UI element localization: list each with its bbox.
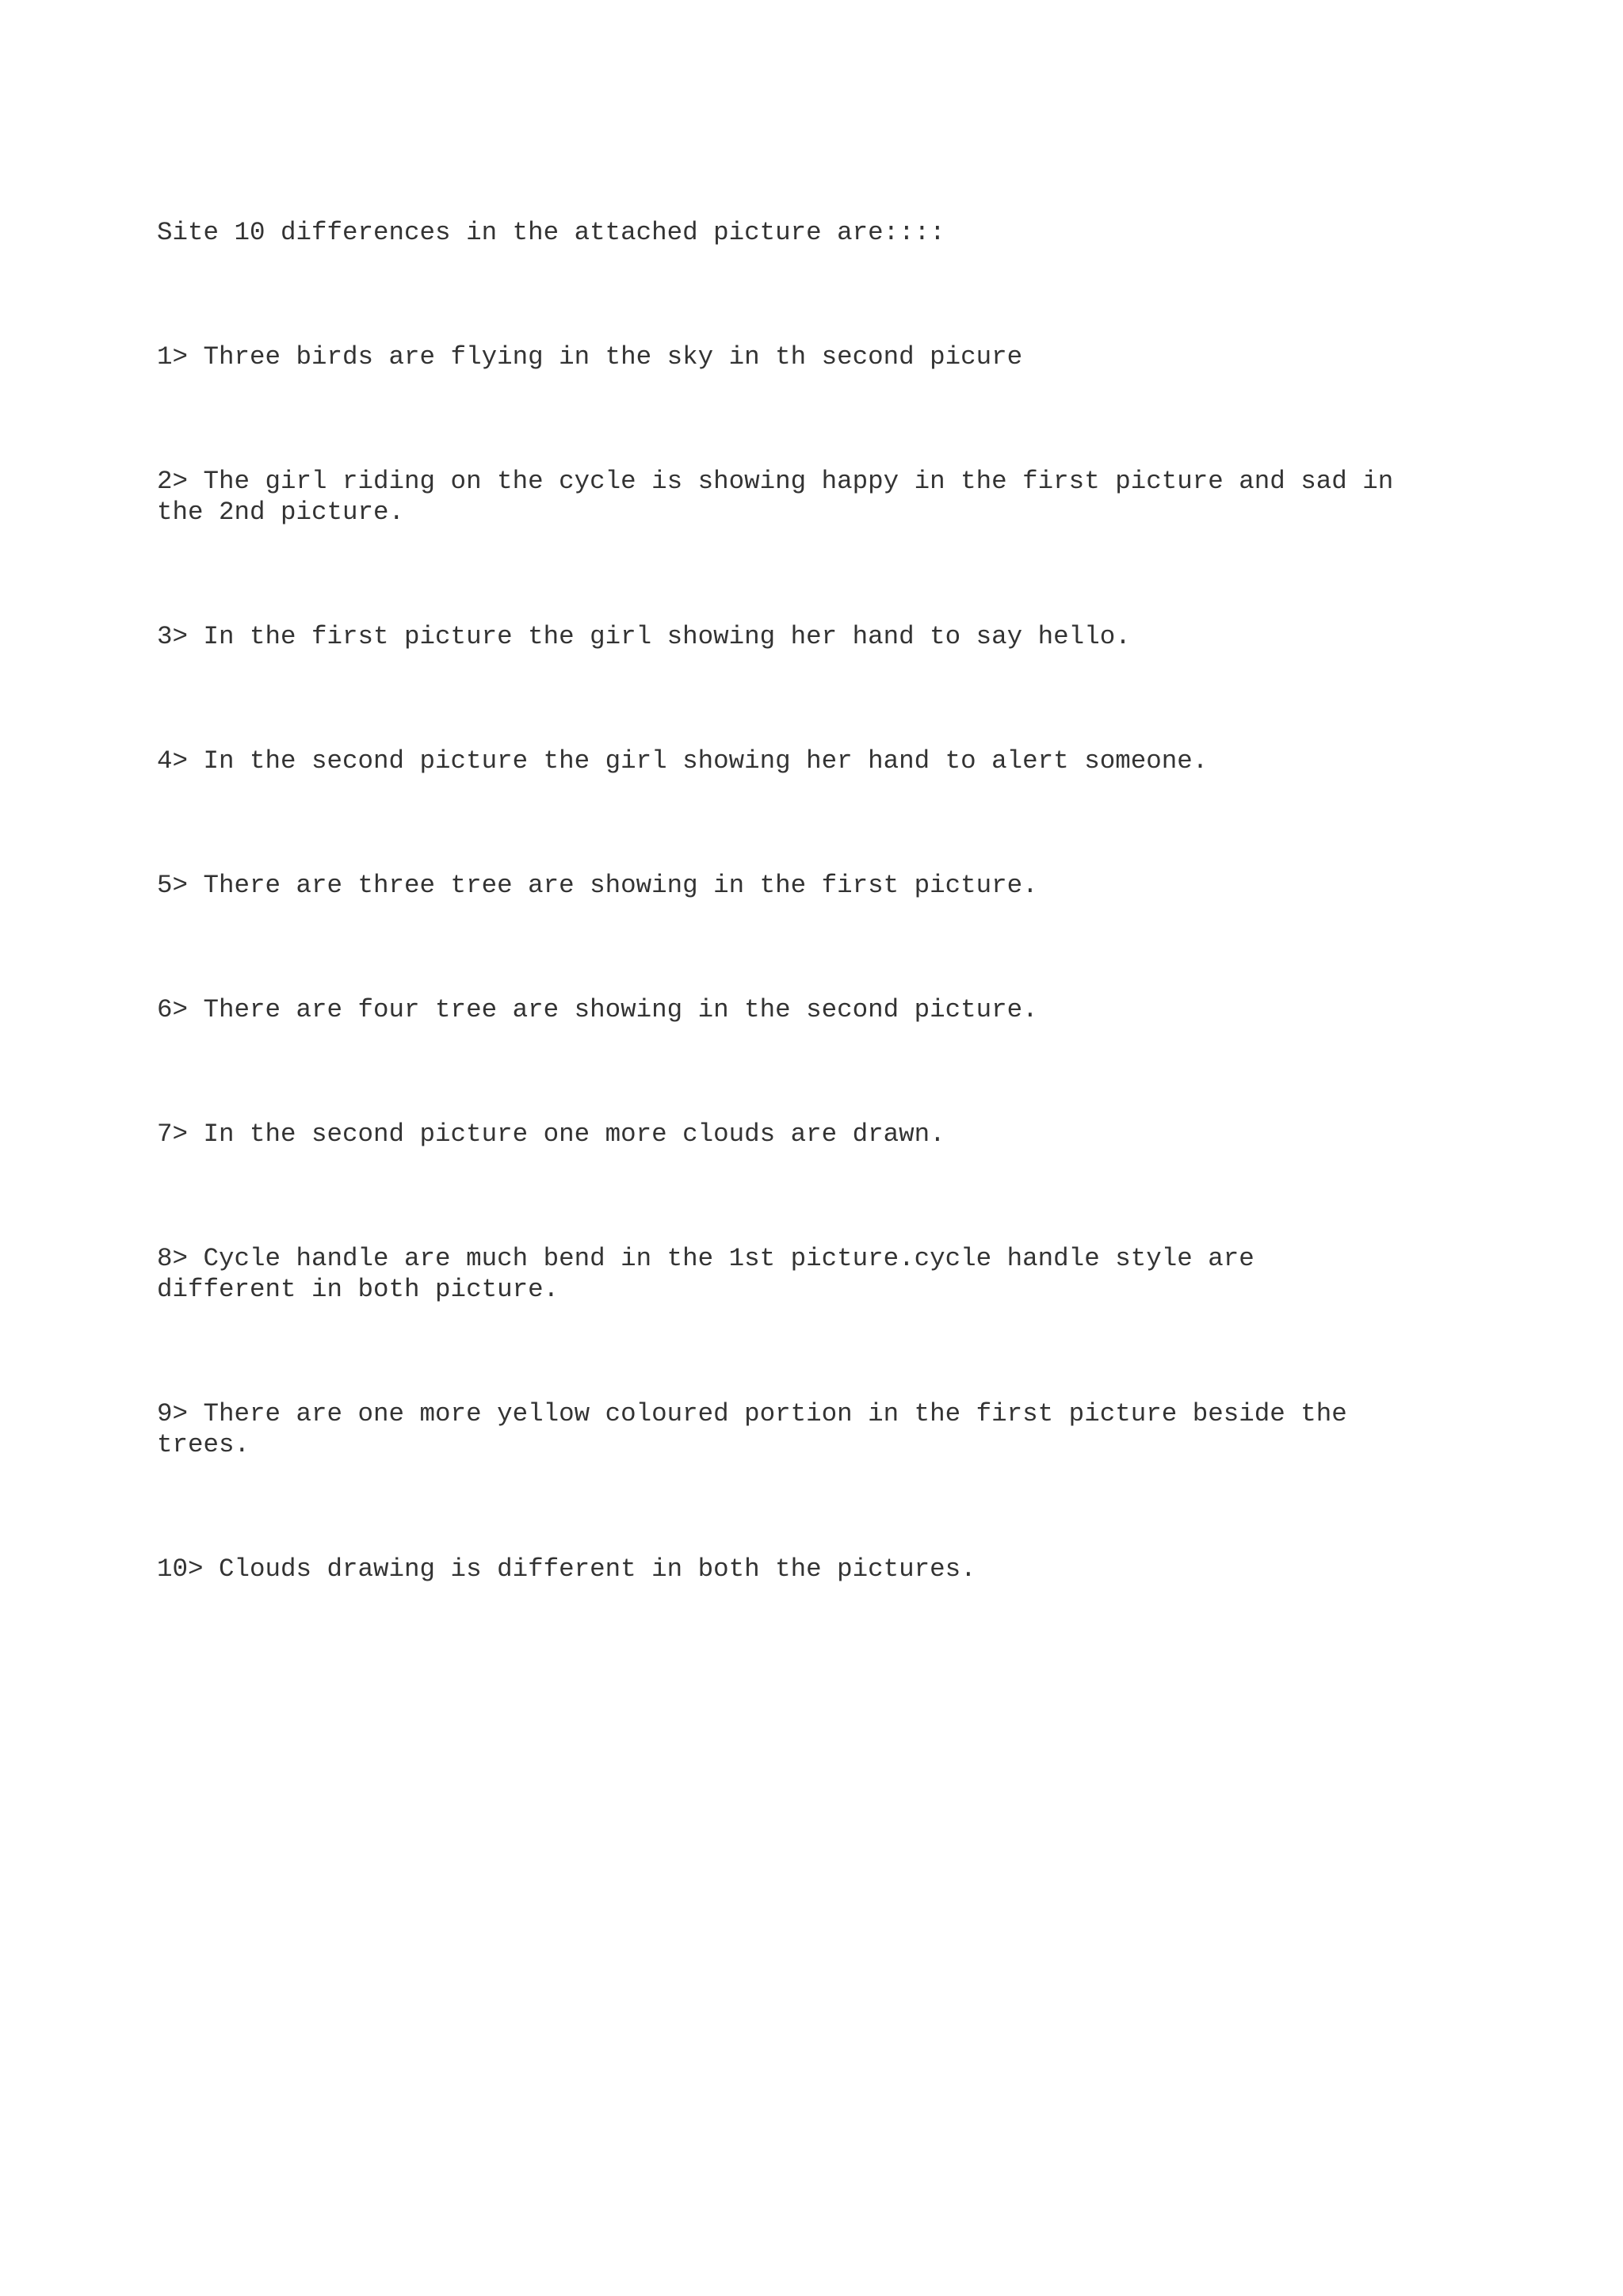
- document-body: [157, 155, 1504, 1678]
- difference-item-7: 7> In the second picture one more clouds are drawn.: [157, 1119, 945, 1149]
- difference-item-4: 4> In the second picture the girl showing her hand to alert someone.: [157, 746, 1209, 776]
- difference-item-9: 9> There are one more yellow coloured portion in the first picture beside the trees.: [157, 1399, 1347, 1459]
- intro-line: Site 10 differences in the attached picture are::::: [157, 218, 945, 247]
- difference-item-1: 1> Three birds are flying in the sky in th second picure: [157, 342, 1023, 372]
- difference-item-6: 6> There are four tree are showing in the second picture.: [157, 995, 1038, 1024]
- difference-item-8: 8> Cycle handle are much bend in the 1st picture.cycle handle style are different in both picture.: [157, 1244, 1254, 1304]
- difference-item-10: 10> Clouds drawing is different in both the pictures.: [157, 1554, 976, 1584]
- difference-item-3: 3> In the first picture the girl showing her hand to say hello.: [157, 622, 1131, 651]
- difference-item-5: 5> There are three tree are showing in the first picture.: [157, 871, 1038, 900]
- difference-item-2: 2> The girl riding on the cycle is showing happy in the first picture and sad in the 2nd picture.: [157, 467, 1394, 527]
